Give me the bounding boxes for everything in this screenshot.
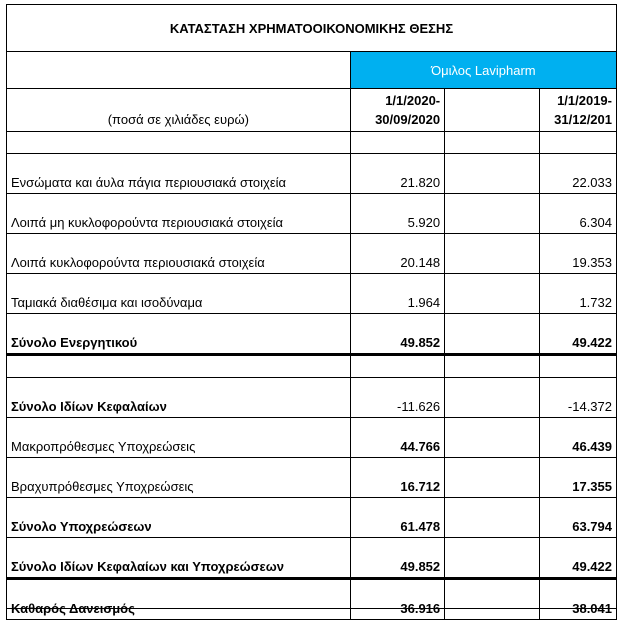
gap-cell xyxy=(445,498,539,538)
row-value-1: -11.626 xyxy=(350,378,444,418)
period-2-header xyxy=(539,89,616,132)
row-label: Λοιπά μη κυκλοφορούντα περιουσιακά στοιχεία xyxy=(7,194,351,234)
row-label: Ταμιακά διαθέσιμα και ισοδύναμα xyxy=(7,274,351,314)
total-row xyxy=(7,538,617,579)
row-value-2: 6.304 xyxy=(539,194,616,234)
row-value-1: 16.712 xyxy=(350,458,444,498)
row-label: Σύνολο Ιδίων Κεφαλαίων xyxy=(7,378,351,418)
gap-cell xyxy=(445,538,539,579)
table-row xyxy=(7,418,617,458)
gap-cell xyxy=(445,234,539,274)
financial-position-sheet xyxy=(6,4,617,616)
row-label: Βραχυπρόθεσμες Υποχρεώσεις xyxy=(7,458,351,498)
row-value-1: 5.920 xyxy=(350,194,444,234)
table-row xyxy=(7,154,617,194)
row-value-2: 1.732 xyxy=(539,274,616,314)
row-label: Σύνολο Ιδίων Κεφαλαίων και Υποχρεώσεων xyxy=(7,538,351,579)
gap-cell xyxy=(445,274,539,314)
gap-cell xyxy=(445,314,539,355)
row-label: Σύνολο Υποχρεώσεων xyxy=(7,498,351,538)
row-label: Καθαρός Δανεισμός xyxy=(7,579,351,620)
empty-cell xyxy=(7,52,351,89)
row-value-1: 49.852 xyxy=(350,538,444,579)
spacer-cell xyxy=(350,355,444,378)
units-label: (ποσά σε χιλιάδες ευρώ) xyxy=(7,89,351,132)
financial-position-table xyxy=(6,4,617,620)
row-value-2: 19.353 xyxy=(539,234,616,274)
row-value-2: 17.355 xyxy=(539,458,616,498)
table-row xyxy=(7,234,617,274)
period-2-text: 1/1/2019- 31/12/201 xyxy=(554,93,612,127)
gap-cell xyxy=(445,458,539,498)
row-value-2: -14.372 xyxy=(539,378,616,418)
period-1-header xyxy=(350,89,444,132)
row-value-1: 61.478 xyxy=(350,498,444,538)
total-row xyxy=(7,314,617,355)
period-1-text: 1/1/2020- 30/09/2020 xyxy=(375,93,441,127)
row-value-2: 49.422 xyxy=(539,314,616,355)
row-value-2: 49.422 xyxy=(539,538,616,579)
total-row xyxy=(7,579,617,620)
group-header: Όμιλος Lavipharm xyxy=(350,52,616,89)
row-value-2: 63.794 xyxy=(539,498,616,538)
row-label: Λοιπά κυκλοφορούντα περιουσιακά στοιχεία xyxy=(7,234,351,274)
spacer-cell xyxy=(7,355,351,378)
row-value-1: 1.964 xyxy=(350,274,444,314)
table-row xyxy=(7,458,617,498)
row-label: Ενσώματα και άυλα πάγια περιουσιακά στοιχεία xyxy=(7,154,351,194)
total-row xyxy=(7,498,617,538)
gap-cell xyxy=(445,579,539,620)
gap-cell xyxy=(445,378,539,418)
row-value-1: 49.852 xyxy=(350,314,444,355)
table-row xyxy=(7,378,617,418)
row-value-2: 38.041 xyxy=(539,579,616,620)
spacer-cell xyxy=(539,355,616,378)
row-value-1: 20.148 xyxy=(350,234,444,274)
row-value-2: 22.033 xyxy=(539,154,616,194)
gap-cell xyxy=(445,89,539,132)
table-row xyxy=(7,194,617,234)
gap-cell xyxy=(445,418,539,458)
row-value-2: 46.439 xyxy=(539,418,616,458)
sheet-title: ΚΑΤΑΣΤΑΣΗ ΧΡΗΜΑΤΟΟΙΚΟΝΟΜΙΚΗΣ ΘΕΣΗΣ xyxy=(7,5,617,52)
row-value-1: 36.916 xyxy=(350,579,444,620)
spacer-cell xyxy=(539,132,616,154)
row-label: Μακροπρόθεσμες Υποχρεώσεις xyxy=(7,418,351,458)
spacer-cell xyxy=(350,132,444,154)
row-label: Σύνολο Ενεργητικού xyxy=(7,314,351,355)
spacer-cell xyxy=(445,132,539,154)
spacer-cell xyxy=(445,355,539,378)
row-value-1: 21.820 xyxy=(350,154,444,194)
gap-cell xyxy=(445,194,539,234)
spacer-cell xyxy=(7,132,351,154)
gap-cell xyxy=(445,154,539,194)
table-row xyxy=(7,274,617,314)
row-value-1: 44.766 xyxy=(350,418,444,458)
